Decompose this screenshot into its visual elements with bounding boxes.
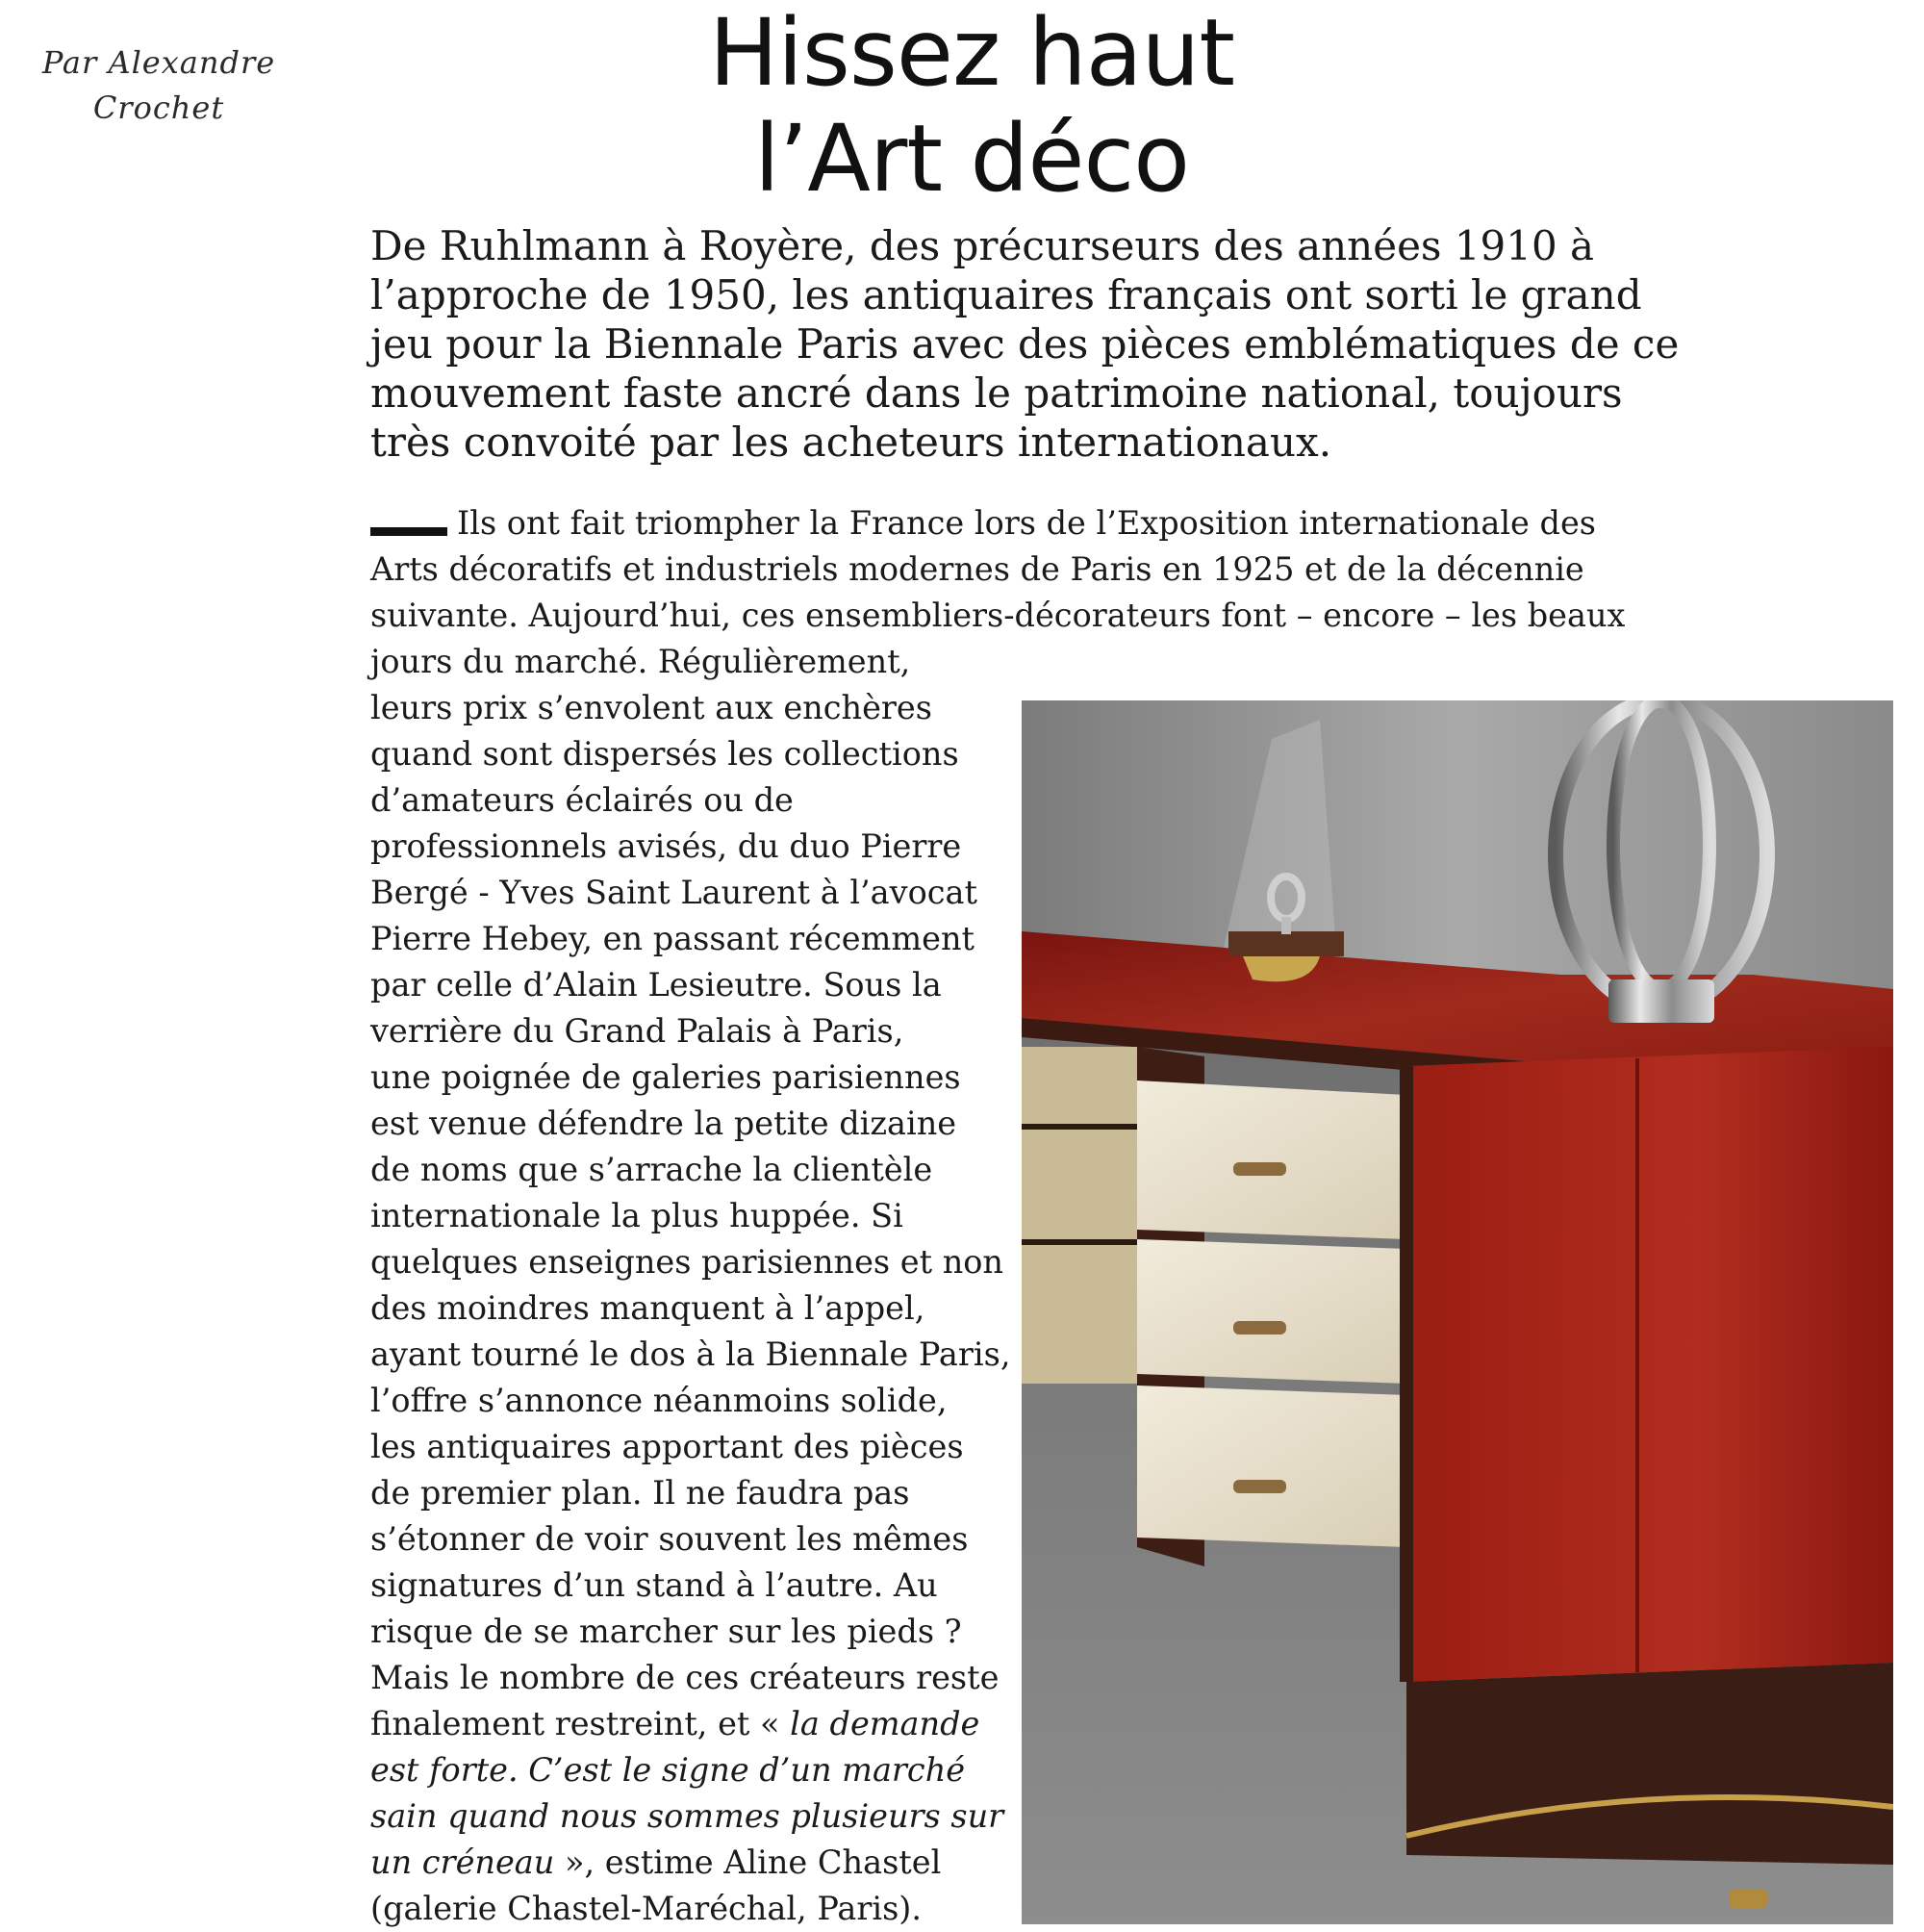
body-line: quand sont dispersés les collections [370,735,959,773]
body-line: internationale la plus huppée. Si [370,1197,903,1234]
drawer-stack [1137,1080,1406,1547]
body-line: Mais le nombre de ces créateurs reste [370,1659,1000,1696]
body-line: les antiquaires apportant des pièces [370,1428,964,1465]
desk-base [1406,1663,1893,1865]
body-line: Ils ont fait triompher la France lors de l’Exposition internationale des [457,504,1596,542]
desk-photograph [1022,700,1893,1924]
body-line: Arts décoratifs et industriels modernes de Paris en 1925 et de la décennie [370,550,1584,588]
desk-front [1406,1047,1893,1682]
body-line: suivante. Aujourd’hui, ces ensembliers-décorateurs font – encore – les beaux [370,597,1626,634]
quote-line: (galerie Chastel-Maréchal, Paris). [370,1890,923,1927]
body-line: signatures d’un stand à l’autre. Au [370,1566,938,1604]
lede-line: jeu pour la Biennale Paris avec des pièces emblématiques de ce [370,320,1680,368]
back-drawers [1022,1047,1137,1384]
quote-italic: sain quand nous sommes plusieurs sur [370,1797,1004,1835]
body-line: Bergé - Yves Saint Laurent à l’avocat [370,874,977,911]
body-line: par celle d’Alain Lesieutre. Sous la [370,966,942,1004]
body-line: risque de se marcher sur les pieds ? [370,1613,962,1650]
desk-illustration [1022,700,1893,1924]
body-line: est venue défendre la petite dizaine [370,1105,957,1142]
quote-italic: la demande [790,1705,980,1742]
byline-line-2: Crochet [92,89,225,126]
body-line: de premier plan. Il ne faudra pas [370,1474,910,1512]
title-line-1: Hissez haut [708,0,1234,107]
drawer-handle [1233,1480,1286,1493]
lede-line: très convoité par les acheteurs internationaux. [370,419,1332,466]
body-line: d’amateurs éclairés ou de [370,781,794,819]
drawer [1137,1239,1406,1384]
body-line: Pierre Hebey, en passant récemment [370,920,975,957]
body-line: quelques enseignes parisiennes et non [370,1243,1004,1281]
body-line: s’étonner de voir souvent les mêmes [370,1520,969,1558]
title-line-2: l’Art déco [754,105,1189,213]
drawer-handle [1233,1321,1286,1335]
body-line: jours du marché. Régulièrement, [370,643,911,680]
lede-line: De Ruhlmann à Royère, des précurseurs des années 1910 à [370,222,1595,269]
byline [38,40,279,131]
quote-text: finalement restreint, et « [370,1705,791,1742]
lede-line: l’approche de 1950, les antiquaires français ont sorti le grand [370,271,1642,318]
article-title [596,0,1347,212]
body-line: une poignée de galeries parisiennes [370,1058,961,1096]
drawer [1137,1385,1406,1547]
body-line: des moindres manquent à l’appel, [370,1289,925,1327]
byline-line-1: Par Alexandre [41,44,276,81]
drawer-handle [1233,1162,1286,1176]
quote-italic: un créneau [370,1843,555,1881]
quote-italic: est forte. C’est le signe d’un marché [370,1751,966,1789]
body-line: leurs prix s’envolent aux enchères [370,689,932,726]
body-line: l’offre s’annonce néanmoins solide, [370,1382,948,1419]
body-line: professionnels avisés, du duo Pierre [370,827,962,865]
article-lede [370,221,1680,467]
brass-foot [1729,1889,1767,1908]
quote-text: », estime Aline Chastel [554,1843,942,1881]
lede-line: mouvement faste ancré dans le patrimoine national, toujours [370,369,1623,417]
body-line: verrière du Grand Palais à Paris, [370,1012,904,1050]
body-line: de noms que s’arrache la clientèle [370,1151,933,1188]
drawer [1137,1080,1406,1239]
body-line: ayant tourné le dos à la Biennale Paris, [370,1335,1011,1373]
desk-box [1228,931,1344,956]
